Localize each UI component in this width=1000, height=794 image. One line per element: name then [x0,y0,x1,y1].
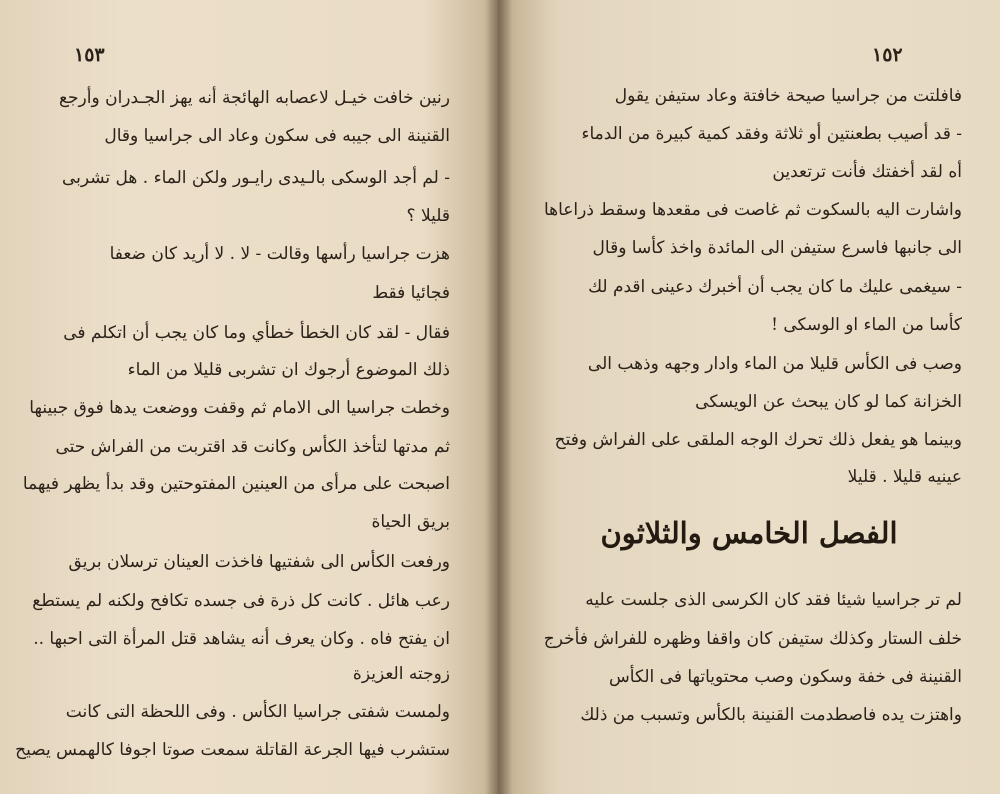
text-line: كأسا من الماء او الوسكى ! [771,315,962,335]
text-line: ان يفتح فاه . وكان يعرف أنه يشاهد قتل المرأة التى احبها .. [33,629,450,649]
right-page [498,0,1000,794]
text-line: القنينة فى خفة وسكون وصب محتوياتها فى الكأس [609,667,962,687]
text-line: خلف الستار وكذلك ستيفن كان واقفا وظهره للفراش فأخرج [543,629,962,649]
text-line: القنينة الى جيبه فى سكون وعاد الى جراسيا وقال [104,126,450,146]
text-line: - سيغمى عليك ما كان يجب أن أخبرك دعينى اقدم لك [588,277,962,297]
text-line: بريق الحياة [371,512,450,532]
text-line: - لم أجد الوسكى بالـيدى رايـور ولكن الماء . هل تشربى [61,168,450,188]
text-line: فافلتت من جراسيا صيحة خافتة وعاد ستيفن يقول [614,86,962,106]
right-page-number: ١٥٢ [872,44,903,66]
text-line: أه لقد أخفتك فأنت ترتعدين [772,162,962,182]
text-line: ولمست شفتى جراسيا الكأس . وفى اللحظة التى كانت [65,702,450,722]
book-gutter [486,0,512,794]
text-line: لم تر جراسيا شيئا فقد كان الكرسى الذى جلست عليه [585,590,962,610]
text-line: عينيه قليلا . قليلا [847,467,962,487]
text-line: وبينما هو يفعل ذلك تحرك الوجه الملقى على الفراش وفتح [554,430,962,450]
text-line: رعب هائل . كانت كل ذرة فى جسده تكافح ولكنه لم يستطع [32,591,450,611]
text-line: واشارت اليه بالسكوت ثم غاصت فى مقعدها وسقط ذراعاها [543,200,962,220]
text-line: فجائيا فقط [372,283,450,303]
text-line: الخزانة كما لو كان يبحث عن الويسكى [695,392,962,412]
text-line: زوجته العزيزة [352,664,450,684]
left-page [0,0,498,794]
text-line: رنين خافت خيـل لاعصابه الهائجة أنه يهز الجـدران وأرجع [59,88,450,108]
text-line: اصبحت على مرأى من العينين المفتوحتين وقد بدأ يظهر فيهما [22,474,450,494]
text-line: الى جانبها فاسرع ستيفن الى المائدة واخذ كأسا وقال [592,238,962,258]
text-line: وخطت جراسيا الى الامام ثم وقفت ووضعت يدها فوق جبينها [29,398,450,418]
text-line: ثم مدتها لتأخذ الكأس وكانت قد اقتربت من الفراش حتى [55,437,450,457]
left-page-number: ١٥٣ [74,44,105,66]
chapter-heading: الفصل الخامس والثلاثون [600,516,898,550]
text-line: واهتزت يده فاصطدمت القنينة بالكأس وتسبب من ذلك [580,705,962,725]
text-line: قليلا ؟ [406,206,450,226]
text-line: وصب فى الكأس قليلا من الماء وادار وجهه وذهب الى [587,354,962,374]
text-line: هزت جراسيا رأسها وقالت - لا . لا أريد كان ضعفا [109,244,450,264]
text-line: - قد أصيب بطعنتين أو ثلاثة وفقد كمية كبيرة من الدماء [581,124,962,144]
text-line: ذلك الموضوع أرجوك ان تشربى قليلا من الماء [127,360,450,380]
text-line: ورفعت الكأس الى شفتيها فاخذت العينان ترسلان بريق [68,552,450,572]
text-line: فقال - لقد كان الخطأ خطأي وما كان يجب أن اتكلم فى [63,323,450,343]
text-line: ستشرب فيها الجرعة القاتلة سمعت صوتا اجوفا كالهمس يصيح [15,740,450,760]
